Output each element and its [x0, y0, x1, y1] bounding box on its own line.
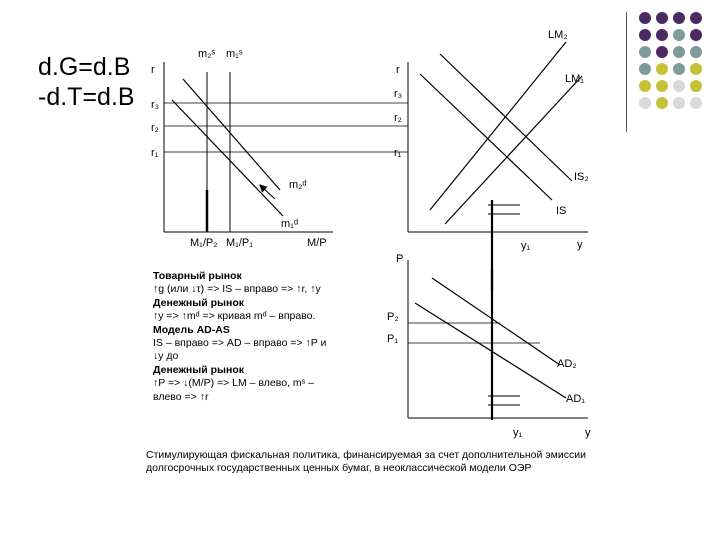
figure-caption: Стимулирующая фискальная политика, финансируемая за счет дополнительной эмиссии долгосрочных государственных ценных бумаг, в неоклассической модели ОЭР: [146, 449, 586, 474]
lm1-curve: [445, 76, 582, 224]
lm2-label: LM₂: [548, 29, 568, 41]
note-line: ↓y до: [153, 350, 179, 363]
explanation-notes: [153, 270, 368, 404]
note-line: Денежный рынок: [153, 363, 245, 376]
money-supply-label-m1: m₁ˢ: [226, 48, 243, 60]
ad2-label: AD₂: [557, 358, 577, 370]
adas-x-tick-y1: y₁: [513, 427, 523, 439]
ad1-label: AD₁: [566, 393, 585, 405]
title-line-1: d.G=d.B: [38, 53, 131, 81]
money-demand-m2: [183, 79, 280, 190]
note-line: влево => ↑r: [153, 390, 209, 403]
is-curve: [420, 74, 552, 200]
islm-x-axis-label: y: [577, 239, 583, 251]
money-market-graph: [151, 48, 408, 249]
is2-curve: [440, 54, 572, 181]
adas-price-p2: P₂: [387, 311, 399, 323]
money-rate-r3: r₃: [151, 99, 160, 111]
note-line: Денежный рынок: [153, 296, 245, 309]
islm-rate-r2: r₂: [394, 112, 402, 124]
title-line-2: -d.T=d.B: [38, 83, 135, 111]
is-label: IS: [556, 205, 567, 217]
note-line: ↑g (или ↓τ) => IS – вправо => ↑r, ↑y: [153, 283, 321, 296]
demand-shift-arrow: [262, 187, 275, 199]
note-line: Модель AD-AS: [153, 323, 230, 336]
note-line: Товарный рынок: [153, 270, 242, 282]
money-rate-r1: r₁: [151, 147, 159, 159]
money-x-axis-label: M/P: [307, 237, 327, 249]
islm-rate-r3: r₃: [394, 88, 403, 100]
note-line: ↑P => ↓(M/P) => LM – влево, mˢ –: [153, 377, 314, 390]
islm-rate-r1: r₁: [394, 147, 402, 159]
money-x-tick-2: M₁/P₁: [226, 237, 253, 249]
lm1-label: LM₁: [565, 73, 584, 85]
money-supply-label-m2: m₂ˢ: [198, 48, 216, 60]
ad2-curve: [432, 278, 560, 365]
islm-x-tick-y1: y₁: [521, 240, 531, 252]
adas-x-axis-label: y: [585, 427, 591, 439]
note-line: ↑y => ↑mᵈ => кривая mᵈ – вправо.: [153, 310, 316, 323]
money-y-label: r: [151, 64, 155, 76]
money-demand-label-m2: m₂ᵈ: [289, 179, 307, 191]
is2-label: IS₂: [574, 171, 589, 183]
money-rate-r2: r₂: [151, 122, 159, 134]
ad-as-graph: [387, 253, 591, 439]
adas-y-label: P: [396, 253, 404, 265]
islm-y-label: r: [396, 64, 400, 76]
note-line: IS – вправо => AD – вправо => ↑P и: [153, 337, 327, 350]
lm2-curve: [430, 42, 566, 210]
adas-price-p1: P₁: [387, 333, 399, 345]
money-demand-label-m1: m₁ᵈ: [281, 218, 299, 230]
money-demand-m1: [172, 100, 283, 216]
money-x-tick-1: M₁/P₂: [190, 237, 218, 249]
